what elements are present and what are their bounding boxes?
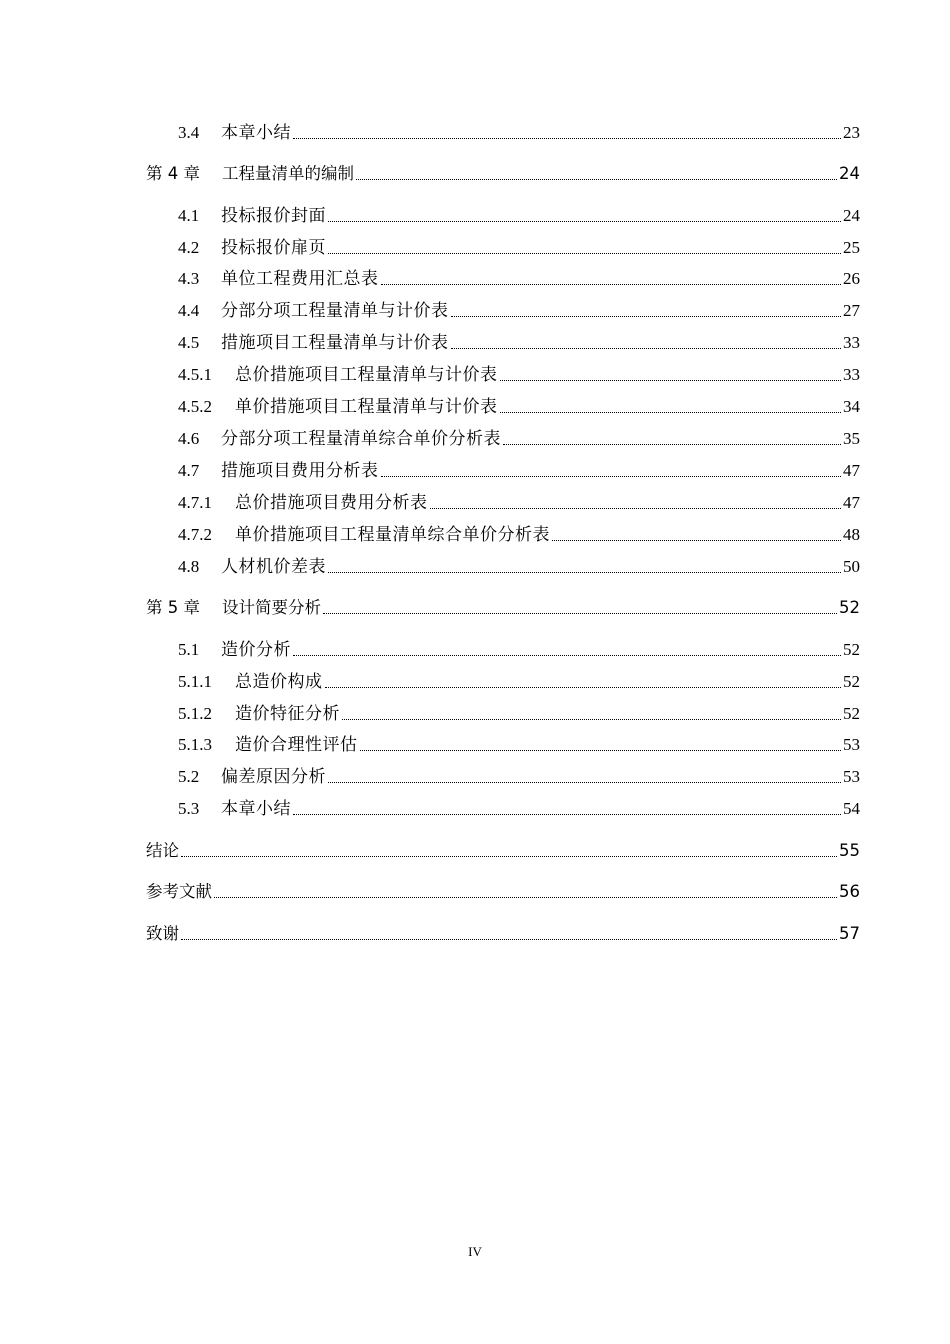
toc-entry-title: 措施项目工程量清单与计价表 [221, 333, 449, 352]
toc-entry-number: 5.3 [178, 799, 200, 818]
dot-leader [356, 175, 837, 180]
toc-entry-title: 本章小结 [221, 123, 291, 142]
toc-entry[interactable] [146, 522, 860, 546]
toc-entry-number: 5.1.3 [178, 735, 212, 754]
toc-entry-title: 造价分析 [221, 640, 291, 659]
toc-entry[interactable] [146, 426, 860, 450]
toc-entry-page: 52 [843, 704, 860, 723]
toc-entry-title: 工程量清单的编制 [222, 164, 354, 183]
toc-entry[interactable] [146, 298, 860, 322]
toc-entry-title: 参考文献 [146, 882, 212, 901]
dot-leader [360, 746, 842, 751]
toc-entry[interactable] [146, 732, 860, 756]
toc-entry-title: 造价合理性评估 [235, 735, 358, 754]
dot-leader [293, 810, 841, 815]
toc-entry-page: 33 [843, 365, 860, 384]
toc-entry[interactable] [146, 394, 860, 418]
toc-entry-title: 总价措施项目费用分析表 [235, 493, 428, 512]
toc-entry[interactable] [146, 764, 860, 788]
dot-leader [328, 778, 841, 783]
toc-entry[interactable] [146, 235, 860, 259]
toc-entry-page: 26 [843, 269, 860, 288]
dot-leader [328, 217, 841, 222]
page-number: IV [468, 1244, 482, 1259]
toc-entry-number: 4.7 [178, 461, 200, 480]
toc-entry-page: 50 [843, 557, 860, 576]
toc-entry-page: 33 [843, 333, 860, 352]
toc-entry-page: 23 [843, 123, 860, 142]
toc-entry[interactable] [146, 203, 860, 227]
toc-entry-number: 4.6 [178, 429, 200, 448]
toc-entry-number: 第 4 章 [146, 164, 200, 183]
dot-leader [381, 472, 842, 477]
dot-leader [503, 440, 841, 445]
dot-leader [342, 715, 841, 720]
toc-entry-title: 结论 [146, 841, 179, 860]
toc-entry-page: 25 [843, 238, 860, 257]
toc-entry-number: 5.1.2 [178, 704, 212, 723]
toc-entry-title: 总价措施项目工程量清单与计价表 [235, 365, 498, 384]
toc-entry-page: 47 [843, 493, 860, 512]
dot-leader [500, 376, 842, 381]
toc-entry-title: 致谢 [146, 924, 179, 943]
toc-entry-page: 24 [839, 164, 860, 183]
toc-entry-title: 单价措施项目工程量清单综合单价分析表 [235, 525, 550, 544]
toc-entry-page: 57 [839, 924, 860, 943]
toc-entry-number: 4.5.1 [178, 365, 212, 384]
toc-entry[interactable] [146, 921, 860, 945]
toc-entry-number: 5.1 [178, 640, 200, 659]
toc-entry-number: 5.1.1 [178, 672, 212, 691]
dot-leader [214, 893, 837, 898]
toc-entry-title: 总造价构成 [235, 672, 323, 691]
toc-entry[interactable] [146, 362, 860, 386]
toc-entry-page: 52 [839, 598, 860, 617]
toc-entry-page: 56 [839, 882, 860, 901]
toc-entry-number: 4.2 [178, 238, 200, 257]
toc-entry-number: 4.8 [178, 557, 200, 576]
toc-entry[interactable] [146, 879, 860, 903]
toc-entry-title: 措施项目费用分析表 [221, 461, 379, 480]
toc-entry-number: 4.7.2 [178, 525, 212, 544]
dot-leader [500, 408, 842, 413]
toc-entry[interactable] [146, 701, 860, 725]
toc-entry-title: 分部分项工程量清单与计价表 [221, 301, 449, 320]
toc-entry[interactable] [146, 554, 860, 578]
dot-leader [323, 609, 837, 614]
toc-entry[interactable] [146, 490, 860, 514]
dot-leader [293, 134, 841, 139]
toc-entry[interactable] [146, 120, 860, 144]
toc-entry-number: 第 5 章 [146, 598, 200, 617]
toc-entry-number: 4.5.2 [178, 397, 212, 416]
dot-leader [325, 683, 842, 688]
toc-entry[interactable] [146, 637, 860, 661]
toc-entry-number: 4.7.1 [178, 493, 212, 512]
toc-entry-page: 27 [843, 301, 860, 320]
toc-entry[interactable] [146, 458, 860, 482]
toc-entry-title: 造价特征分析 [235, 704, 340, 723]
toc-entry[interactable] [146, 669, 860, 693]
toc-entry-title: 人材机价差表 [221, 557, 326, 576]
toc-entry-title: 投标报价封面 [221, 206, 326, 225]
toc-entry-page: 54 [843, 799, 860, 818]
toc-entry-title: 投标报价扉页 [221, 238, 326, 257]
toc-entry-page: 53 [843, 767, 860, 786]
toc-entry-number: 3.4 [178, 123, 200, 142]
dot-leader [328, 568, 841, 573]
toc-entry[interactable] [146, 266, 860, 290]
toc-entry[interactable] [146, 796, 860, 820]
toc-entry-title: 分部分项工程量清单综合单价分析表 [221, 429, 501, 448]
toc-entry-page: 47 [843, 461, 860, 480]
toc-entry-page: 24 [843, 206, 860, 225]
dot-leader [451, 312, 842, 317]
dot-leader [430, 504, 842, 509]
toc-entry-page: 52 [843, 672, 860, 691]
toc-entry-number: 4.1 [178, 206, 200, 225]
toc-entry-title: 偏差原因分析 [221, 767, 326, 786]
toc-entry-page: 34 [843, 397, 860, 416]
toc-entry-title: 单位工程费用汇总表 [221, 269, 379, 288]
toc-entry-title: 单价措施项目工程量清单与计价表 [235, 397, 498, 416]
toc-entry-page: 48 [843, 525, 860, 544]
toc-entry-page: 52 [843, 640, 860, 659]
dot-leader [381, 280, 842, 285]
toc-entry[interactable] [146, 330, 860, 354]
toc-entry[interactable] [146, 595, 860, 619]
dot-leader [181, 935, 837, 940]
dot-leader [552, 536, 841, 541]
toc-entry-number: 4.5 [178, 333, 200, 352]
toc-entry[interactable] [146, 161, 860, 185]
toc-entry-number: 5.2 [178, 767, 200, 786]
toc-entry-title: 设计简要分析 [222, 598, 321, 617]
dot-leader [451, 344, 842, 349]
toc-entry-title: 本章小结 [221, 799, 291, 818]
dot-leader [328, 249, 841, 254]
dot-leader [293, 651, 841, 656]
toc-entry-page: 53 [843, 735, 860, 754]
toc-entry[interactable] [146, 838, 860, 862]
dot-leader [181, 852, 837, 857]
toc-entry-page: 55 [839, 841, 860, 860]
toc-entry-number: 4.3 [178, 269, 200, 288]
toc-entry-page: 35 [843, 429, 860, 448]
toc-entry-number: 4.4 [178, 301, 200, 320]
